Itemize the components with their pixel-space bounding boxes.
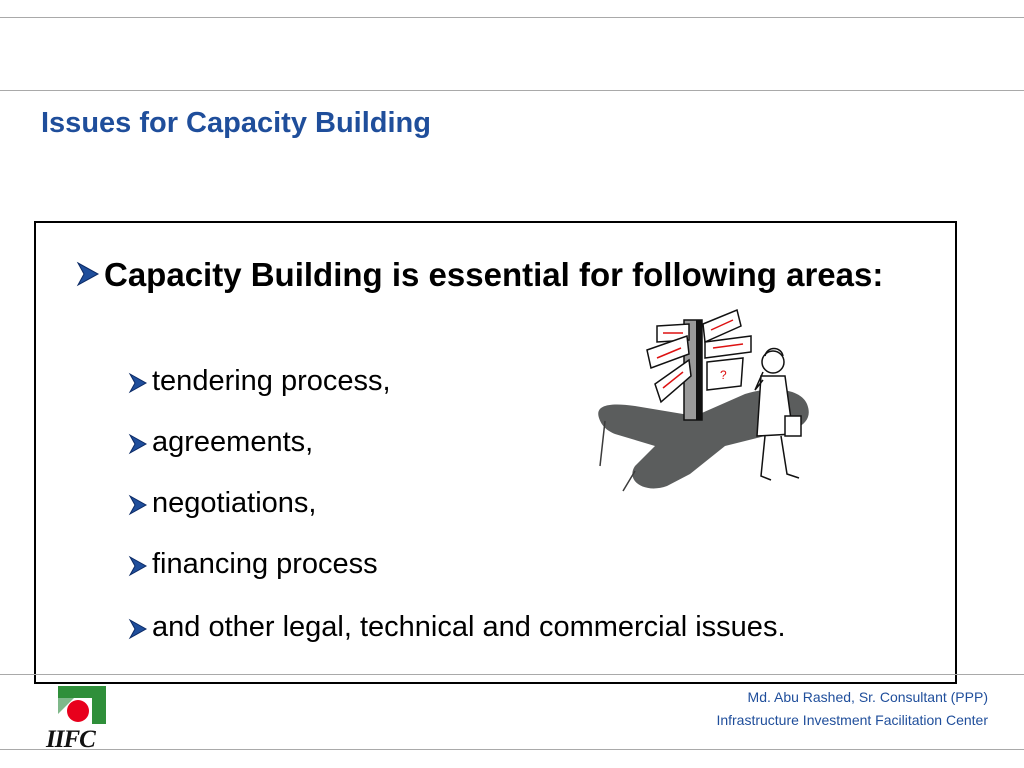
- sub-bullet: [128, 546, 378, 582]
- signpost-person-illustration: [595, 306, 815, 496]
- footer-author: Md. Abu Rashed, Sr. Consultant (PPP): [747, 689, 988, 705]
- main-bullet: [76, 251, 936, 299]
- footer-divider-line: [0, 674, 1024, 675]
- arrow-bullet-icon: [128, 555, 148, 577]
- sub-bullet: [128, 424, 313, 460]
- header-divider-line: [0, 90, 1024, 91]
- arrow-bullet-icon: [128, 372, 148, 394]
- iifc-logo: [44, 684, 116, 754]
- content-box: [34, 221, 957, 684]
- iifc-logo-mark: [44, 684, 116, 728]
- sub-bullet: [128, 609, 786, 645]
- footer-organization: Infrastructure Investment Facilitation Center: [716, 712, 988, 728]
- top-divider-line: [0, 17, 1024, 18]
- sub-bullet-text: and other legal, technical and commercial issues.: [152, 611, 786, 643]
- logo-text: IIFC: [46, 726, 95, 753]
- sub-bullet-text: agreements,: [152, 426, 314, 458]
- arrow-bullet-icon: [128, 433, 148, 455]
- sub-bullet: [128, 485, 316, 521]
- sub-bullet: [128, 363, 391, 399]
- bottom-divider-line: [0, 749, 1024, 750]
- arrow-bullet-icon: [128, 494, 148, 516]
- sub-bullet-text: financing process: [152, 548, 378, 580]
- arrow-bullet-icon: [128, 618, 148, 640]
- sub-bullet-text: negotiations,: [152, 487, 317, 519]
- arrow-bullet-icon: [76, 261, 100, 287]
- slide-title: Issues for Capacity Building: [41, 107, 431, 139]
- main-bullet-text: Capacity Building is essential for following areas:: [104, 256, 884, 293]
- sub-bullet-text: tendering process,: [152, 365, 391, 397]
- svg-text:?: ?: [720, 368, 727, 382]
